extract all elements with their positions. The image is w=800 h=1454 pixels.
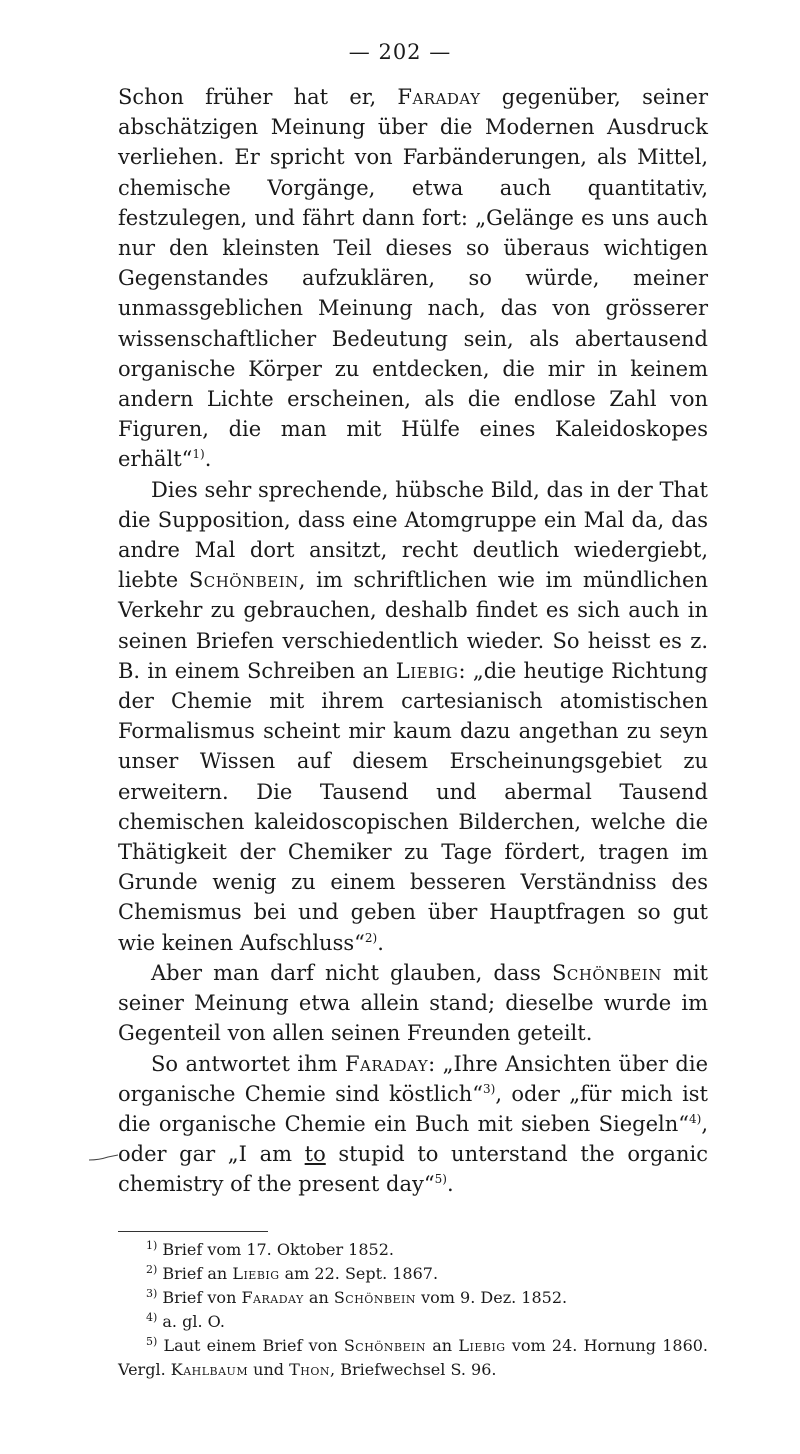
text-run: am 22. Sept. 1867. <box>279 1264 439 1283</box>
footnote <box>118 1286 708 1310</box>
paragraph <box>118 1049 708 1200</box>
text-run: vom 9. Dez. 1852. <box>416 1288 568 1307</box>
text-run: . <box>446 1172 454 1197</box>
paragraph <box>118 475 708 958</box>
person-name: Schönbein <box>188 568 299 593</box>
footnotes <box>118 1238 708 1382</box>
text-run: mit seiner Meinung etwa allein stand; dieselbe wurde im Gegenteil von allen seinen Freunden geteilt. <box>118 960 708 1046</box>
text-run: an <box>426 1336 459 1355</box>
footnote <box>118 1334 708 1382</box>
text-run: a. gl. O. <box>162 1312 225 1331</box>
text-run: Brief vom 17. Oktober 1852. <box>162 1240 394 1259</box>
footnote-reference: 3) <box>483 1081 496 1096</box>
paragraph <box>118 958 708 1049</box>
text-run: , oder „für mich ist die organische Chemie ein Buch mit sieben Siegeln“ <box>118 1081 708 1136</box>
text-run: gegenüber, seiner abschätzigen Meinung über die Modernen Ausdruck verliehen. Er spricht von Farbänderungen, als Mittel, chemische Vorgänge, etwa auch quantitativ, festzulegen, und fährt dann fort: „Gelänge es uns auch nur den kleinsten Teil dieses so überaus wichtigen Gegenstandes aufzuklären, so würde, meiner unmassgeblichen Meinung nach, das von grösserer wissenschaftlicher Bedeutung sein, als abertausend organische Körper zu entdecken, die mir in keinem andern Lichte erscheinen, als die endlose Zahl von Figuren, die man mit Hülfe eines Kaleidoskopes erhält“ <box>118 85 708 472</box>
person-name: Faraday <box>344 1051 429 1076</box>
text-run: Brief an <box>162 1264 233 1283</box>
text-run: , oder gar „I am <box>118 1111 708 1167</box>
text-run: vom 24. Hornung 1860. Vergl. <box>118 1336 709 1379</box>
footnote-rule <box>118 1231 268 1232</box>
person-name: Kahlbaum <box>170 1360 249 1379</box>
footnote <box>118 1238 708 1262</box>
text-run: : „Ihre Ansichten über die organische Chemie sind köstlich“ <box>118 1051 709 1106</box>
person-name: Faraday <box>397 85 481 109</box>
text-run: Schon früher hat er, <box>118 85 398 109</box>
text-run: , im schriftlichen wie im mündlichen Verkehr zu gebrauchen, deshalb findet es sich auch in seinen Briefen verschiedentlich wieder. So heisst es z. B. in einem Schreiben an <box>118 568 708 683</box>
person-name: Schönbein <box>333 1288 417 1307</box>
text-run: : „die heutige Richtung der Chemie mit ihrem cartesianisch atomistischen Formalismus scheint mir kaum dazu angethan zu seyn unser Wissen auf diesem Erscheinungsgebiet zu erweitern. Die Tausend und abermal Tausend chemischen kaleidoscopischen Bilderchen, welche die Thätigkeit der Chemiker zu Tage fördert, tragen im Grunde wenig zu einem besseren Verständniss des Chemismus bei und geben über Hauptfragen so gut wie keinen Aufschluss“ <box>118 658 708 955</box>
text-run: Aber man darf nicht glauben, dass <box>151 960 552 985</box>
footnote-marker: 2) <box>146 1263 158 1276</box>
footnote-reference: 1) <box>192 447 205 462</box>
text-run: Brief von <box>162 1288 242 1307</box>
text-run: an <box>303 1288 334 1307</box>
person-name: Faraday <box>241 1288 304 1307</box>
underlined-text: to <box>304 1142 326 1167</box>
text-run: , Briefwechsel S. 96. <box>330 1360 497 1379</box>
person-name: Schönbein <box>343 1336 427 1355</box>
margin-pencil-mark <box>88 1152 120 1162</box>
person-name: Liebig <box>395 658 459 683</box>
footnote-reference: 4) <box>688 1111 702 1126</box>
footnote <box>118 1262 708 1286</box>
footnote-reference: 5) <box>434 1172 447 1187</box>
person-name: Thon <box>289 1360 331 1379</box>
text-run: . <box>377 930 384 955</box>
person-name: Liebig <box>232 1264 280 1283</box>
footnote <box>118 1310 708 1334</box>
text-run: und <box>248 1360 290 1379</box>
text-run: Dies sehr sprechende, hübsche Bild, das in der That die Supposition, dass eine Atomgruppe ein Mal da, das andre Mal dort ansitzt, recht deutlich wiedergiebt, liebte <box>118 477 708 593</box>
footnote-reference: 2) <box>364 930 378 945</box>
text-run: . <box>204 447 212 472</box>
page-number: — 202 — <box>348 40 452 64</box>
text-run: stupid to unterstand the organic chemistry of the present day“ <box>118 1142 708 1197</box>
body-text <box>118 82 708 1200</box>
text-run: Laut einem Brief von <box>163 1336 344 1355</box>
footnote-marker: 4) <box>146 1311 158 1324</box>
footnote-marker: 5) <box>146 1335 158 1348</box>
person-name: Liebig <box>458 1336 506 1355</box>
footnote-marker: 3) <box>146 1287 158 1300</box>
person-name: Schönbein <box>551 960 662 985</box>
paragraph <box>118 82 708 475</box>
text-run: So antwortet ihm <box>151 1051 345 1076</box>
footnote-marker: 1) <box>146 1239 158 1252</box>
